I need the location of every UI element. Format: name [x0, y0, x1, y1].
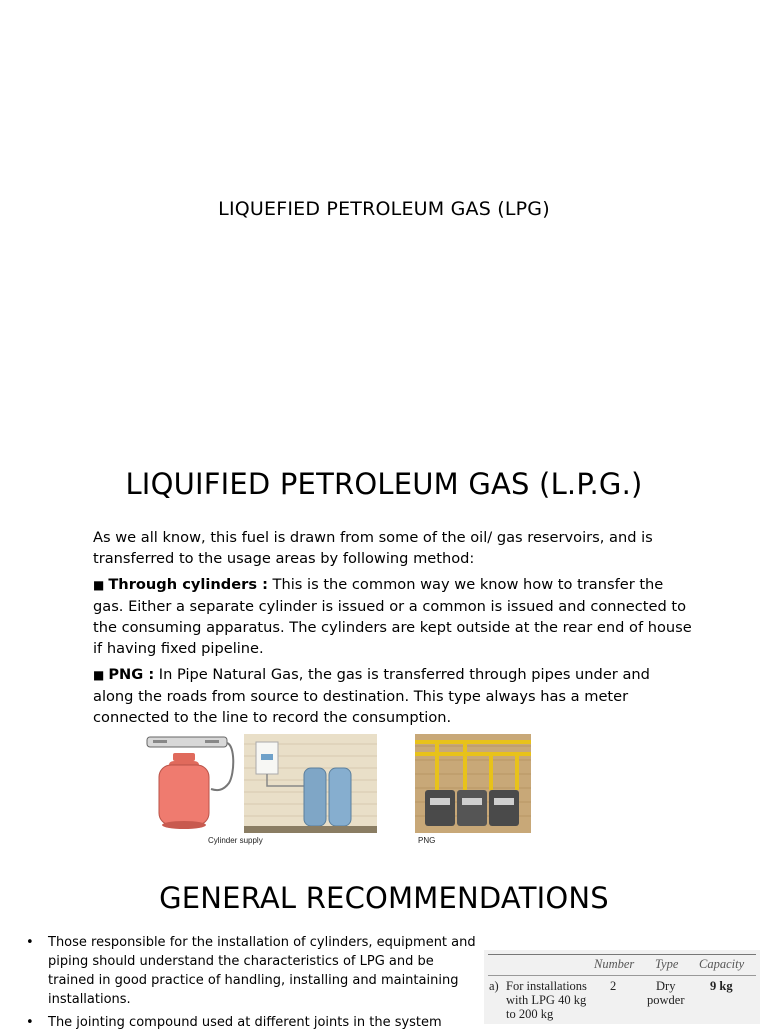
recommendations-list	[26, 933, 476, 1036]
row-type-line: powder	[647, 993, 685, 1007]
row-capacity: 9 kg	[710, 979, 733, 993]
table-rule	[488, 975, 756, 976]
header-number: Number	[594, 957, 635, 971]
list-item	[26, 1013, 476, 1032]
extinguisher-table	[484, 950, 760, 1024]
bullet-term: Through cylinders :	[108, 576, 268, 593]
slide1-title: LIQUEFIED PETROLEUM GAS (LPG)	[218, 198, 550, 220]
bullet-dot-icon: •	[26, 935, 34, 950]
gas-meters-photo	[415, 734, 531, 833]
slide2-intro: As we all know, this fuel is drawn from some of the oil/ gas reservoirs, and is transferred to the usage areas by following method:	[93, 529, 653, 567]
bullet-dot-icon: •	[26, 1015, 34, 1030]
list-item-text: Those responsible for the installation of cylinders, equipment and piping should understand the characteristics of LPG and be trained in good practice of handling, installing and maintaining installations.	[48, 935, 476, 1007]
bullet-text: In Pipe Natural Gas, the gas is transferred through pipes under and along the roads from source to destination. This type always has a meter connected to the line to record the consumption.	[93, 666, 650, 726]
wall-mounted-cylinders-photo	[244, 734, 377, 833]
row-type-line: Dry	[656, 979, 676, 993]
slide3-title: GENERAL RECOMMENDATIONS	[159, 881, 609, 915]
lpg-cylinder-stove-icon	[145, 733, 235, 833]
row-label-line: For installations	[506, 979, 587, 993]
header-type: Type	[655, 957, 679, 971]
bullet-text: This is the common way we know how to transfer the gas. Either a separate cylinder is issued or a common is issued and connected to the consuming apparatus. The cylinders are kept outside at the rear end of house if having fixed pipeline.	[93, 576, 692, 657]
square-bullet-icon: ■	[93, 578, 105, 592]
square-bullet-icon: ■	[93, 668, 105, 682]
row-label-line: to 200 kg	[506, 1007, 554, 1021]
row-number: 2	[610, 979, 617, 993]
caption-png: PNG	[418, 836, 436, 845]
list-item	[26, 933, 476, 1009]
bullet-png	[93, 664, 693, 728]
header-capacity: Capacity	[699, 957, 745, 971]
caption-cylinder-supply: Cylinder supply	[208, 836, 263, 845]
bullet-term: PNG :	[108, 666, 155, 683]
bullet-through-cylinders	[93, 574, 693, 659]
table-rule	[488, 954, 756, 955]
list-item-text: The jointing compound used at different joints in the system	[48, 1015, 442, 1030]
slide2-title: LIQUIFIED PETROLEUM GAS (L.P.G.)	[125, 467, 643, 501]
slide2-body	[93, 527, 693, 733]
row-label-prefix: a)	[489, 979, 499, 993]
row-label-line: with LPG 40 kg	[506, 993, 587, 1007]
